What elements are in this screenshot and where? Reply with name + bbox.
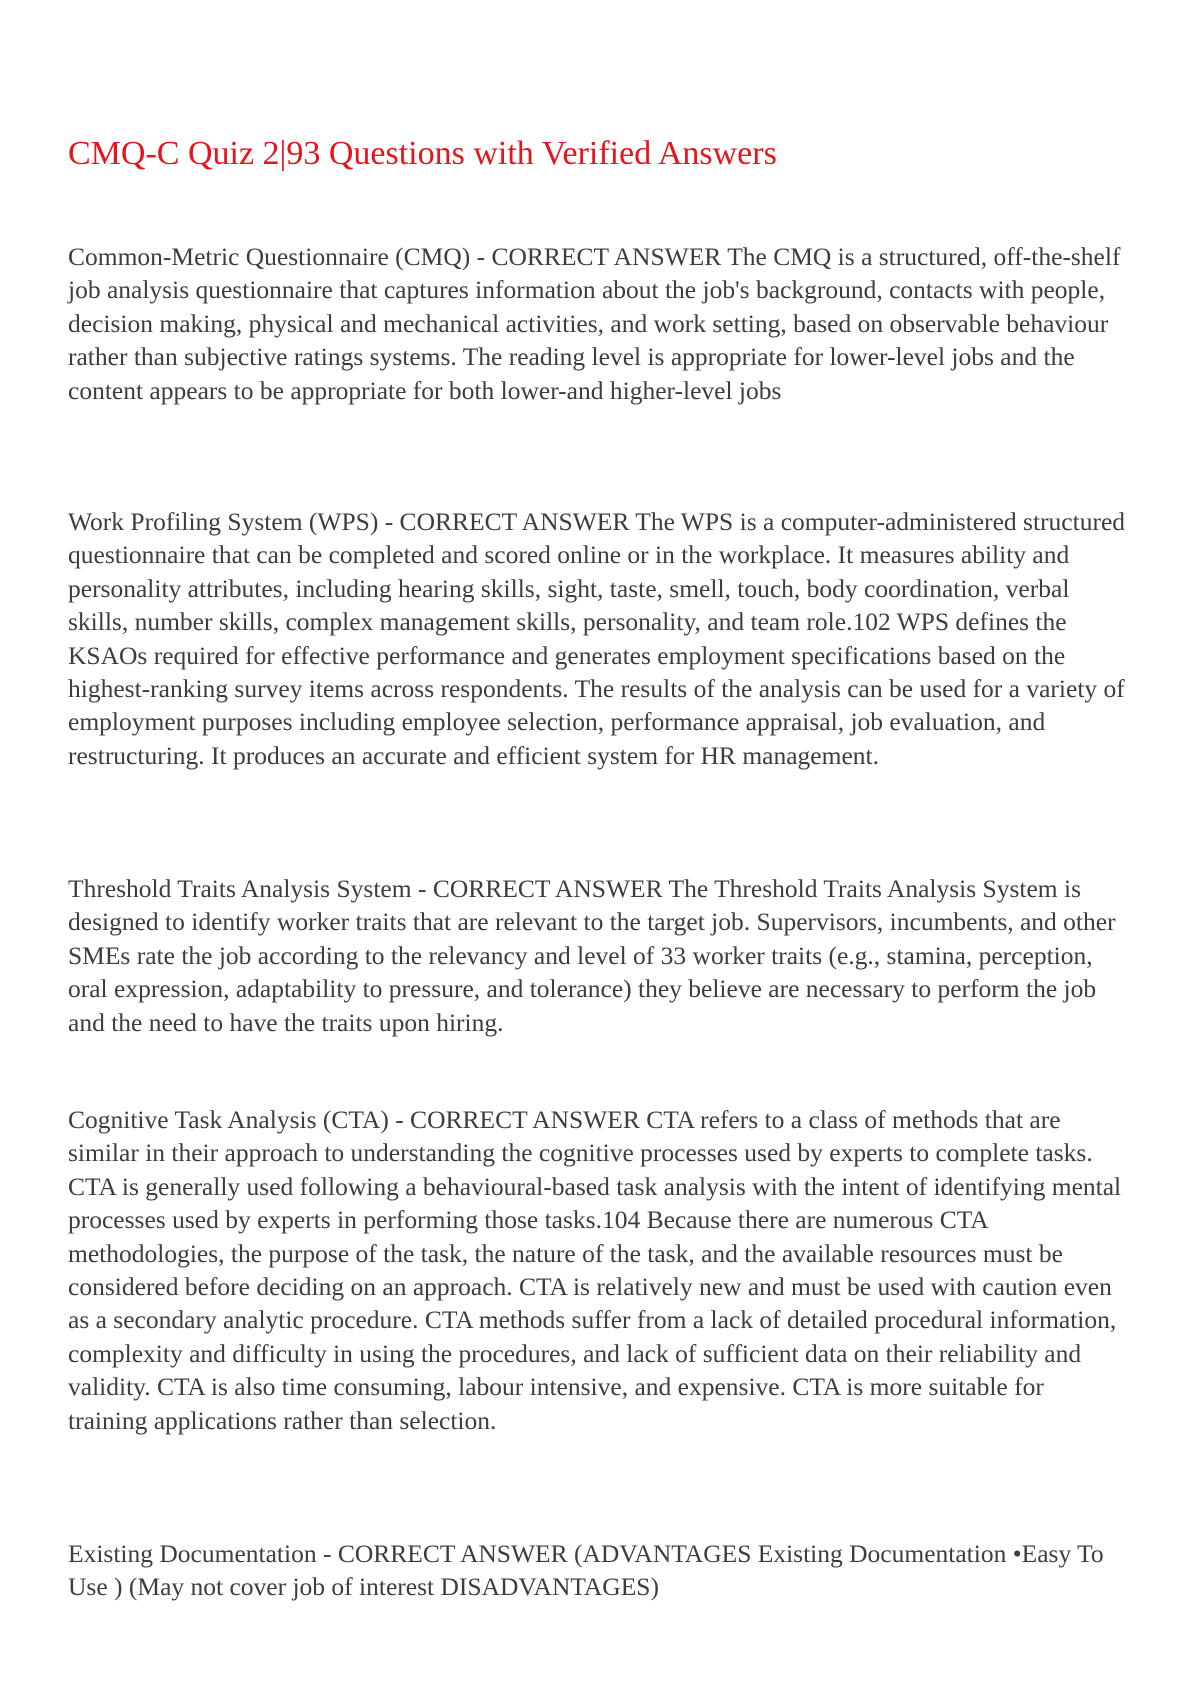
document-title: CMQ-C Quiz 2|93 Questions with Verified Answers xyxy=(68,135,777,172)
qa-entry-cmq: Common-Metric Questionnaire (CMQ) - CORRECT ANSWER The CMQ is a structured, off-the-shelf job analysis questionnaire that captures information about the job's background, contacts with people, decision making, physical and mechanical activities, and work setting, based on observable behaviour rather than subjective ratings systems. The reading level is appropriate for lower-level jobs and the content appears to be appropriate for both lower-and higher-level jobs xyxy=(68,242,1121,405)
qa-entry-wps: Work Profiling System (WPS) - CORRECT ANSWER The WPS is a computer-administered structured questionnaire that can be completed and scored online or in the workplace. It measures ability and personality attributes, including hearing skills, sight, taste, smell, touch, body coordination, verbal skills, number skills, complex management skills, personality, and team role.102 WPS defines the KSAOs required for effective performance and generates employment specifications based on the highest-ranking survey items across respondents. The results of the analysis can be used for a variety of employment purposes including employee selection, performance appraisal, job evaluation, and restructuring. It produces an accurate and efficient system for HR management. xyxy=(68,507,1126,770)
qa-entry-cta: Cognitive Task Analysis (CTA) - CORRECT ANSWER CTA refers to a class of methods that are similar in their approach to understanding the cognitive processes used by experts to complete tasks. CTA is generally used following a behavioural-based task analysis with the intent of identifying mental processes used by experts in performing those tasks.104 Because there are numerous CTA methodologies, the purpose of the task, the nature of the task, and the available resources must be considered before deciding on an approach. CTA is relatively new and must be used with caution even as a secondary analytic procedure. CTA methods suffer from a lack of detailed procedural information, complexity and difficulty in using the procedures, and lack of sufficient data on their reliability and validity. CTA is also time consuming, labour intensive, and expensive. CTA is more suitable for training applications rather than selection. xyxy=(68,1105,1122,1435)
qa-entry-threshold-traits: Threshold Traits Analysis System - CORRECT ANSWER The Threshold Traits Analysis System is designed to identify worker traits that are relevant to the target job. Supervisors, incumbents, and other SMEs rate the job according to the relevancy and level of 33 worker traits (e.g., stamina, perception, oral expression, adaptability to pressure, and tolerance) they believe are necessary to perform the job and the need to have the traits upon hiring. xyxy=(68,874,1116,1037)
qa-entry-existing-documentation: Existing Documentation - CORRECT ANSWER (ADVANTAGES Existing Documentation •Easy To Use ) (May not cover job of interest DISADVANTAGES) xyxy=(68,1539,1104,1602)
